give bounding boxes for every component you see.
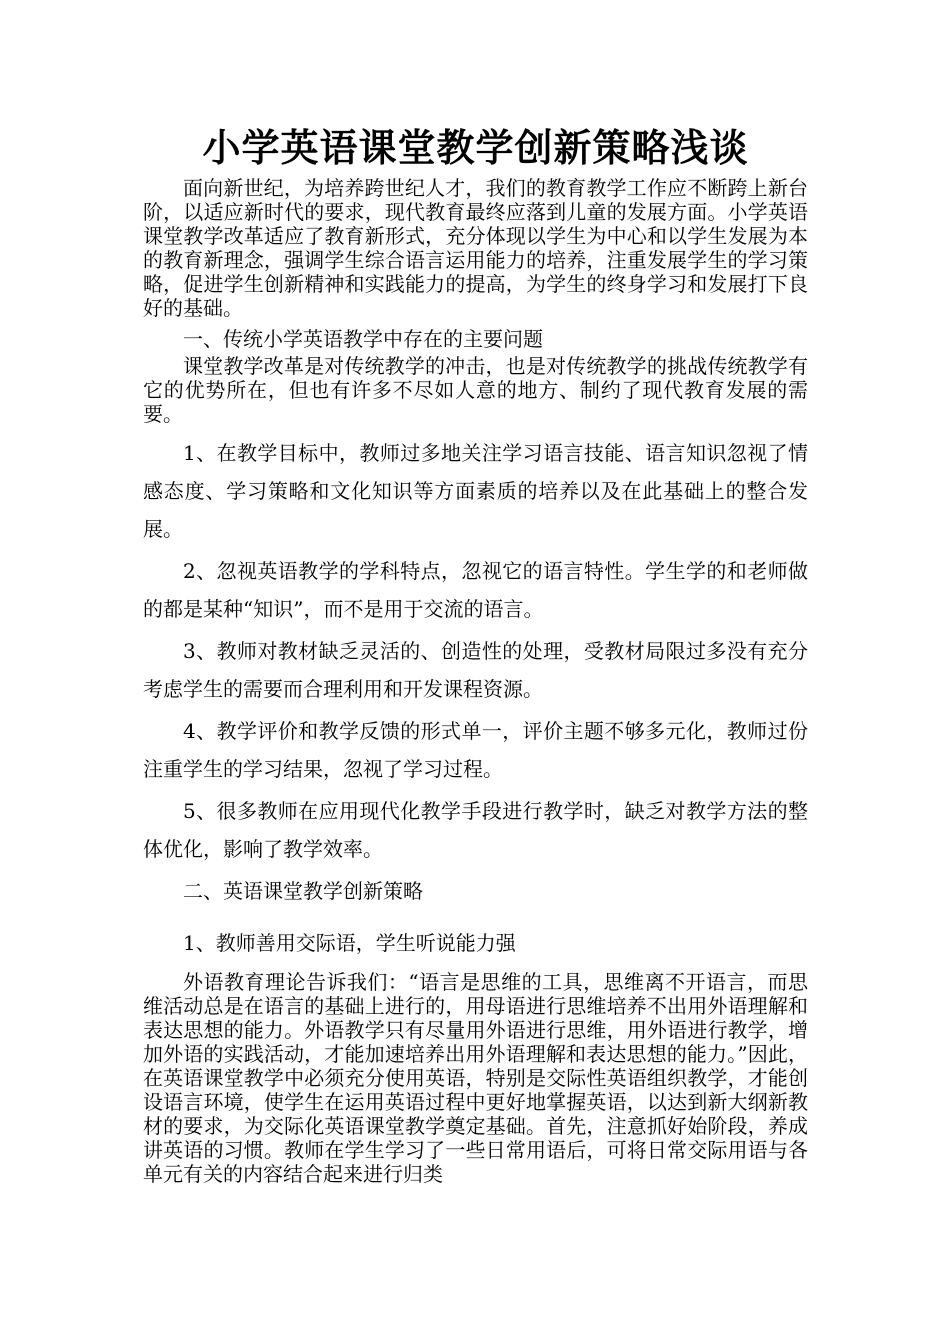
- subsection-1-body: 外语教育理论告诉我们：“语言是思维的工具，思维离不开语言，而思维活动总是在语言的基础上进行的，用母语进行思维培养不出用外语理解和表达思想的能力。外语教学只有尽量用外语进行思维，用外语进行教学，增加外语的实践活动，才能加速培养出用外语理解和表达思想的能力。”因此，在英语课堂教学中必须充分使用英语，特别是交际性英语组织教学，才能创设语言环境，使学生在运用英语过程中更好地掌握英语，以达到新大纲新教材的要求，为交际化英语课堂教学奠定基础。首先，注意抓好始阶段，养成讲英语的习惯。教师在学生学习了一些日常用语后，可将日常交际用语与各单元有关的内容结合起来进行归类: [143, 970, 808, 1186]
- problem-item-1: 1、在教学目标中，教师过多地关注学习语言技能、语言知识忽视了情感态度、学习策略和文化知识等方面素质的培养以及在此基础上的整合发展。: [143, 441, 808, 541]
- intro-paragraph: 面向新世纪，为培养跨世纪人才，我们的教育教学工作应不断跨上新台阶，以适应新时代的要求，现代教育最终应落到儿童的发展方面。小学英语课堂教学改革适应了教育新形式，充分体现以学生为中心和以学生发展为本的教育新理念，强调学生综合语言运用能力的培养，注重发展学生的学习策略，促进学生创新精神和实践能力的提高，为学生的终身学习和发展打下良好的基础。: [143, 176, 808, 320]
- subsection-1-heading: 1、教师善用交际语，学生听说能力强: [183, 931, 516, 955]
- problem-item-4: 4、教学评价和教学反馈的形式单一，评价主题不够多元化，教师过份注重学生的学习结果，忽视了学习过程。: [143, 719, 808, 781]
- section-1-heading: 一、传统小学英语教学中存在的主要问题: [183, 327, 543, 351]
- problem-item-5: 5、很多教师在应用现代化教学手段进行教学时，缺乏对教学方法的整体优化，影响了教学效率。: [143, 799, 808, 861]
- document-title: 小学英语课堂教学创新策略浅谈: [202, 125, 749, 170]
- problem-item-3: 3、教师对教材缺乏灵活的、创造性的处理，受教材局限过多没有充分考虑学生的需要而合理利用和开发课程资源。: [143, 639, 808, 701]
- document-page: [143, 120, 808, 1186]
- section-2-heading: 二、英语课堂教学创新策略: [183, 879, 423, 903]
- problem-item-2: 2、忽视英语教学的学科特点，忽视它的语言特性。学生学的和老师做的都是某种“知识”，而不是用于交流的语言。: [143, 559, 808, 621]
- section-1-intro-paragraph: 课堂教学改革是对传统教学的冲击，也是对传统教学的挑战传统教学有它的优势所在，但也有许多不尽如人意的地方、制约了现代教育发展的需要。: [143, 354, 808, 426]
